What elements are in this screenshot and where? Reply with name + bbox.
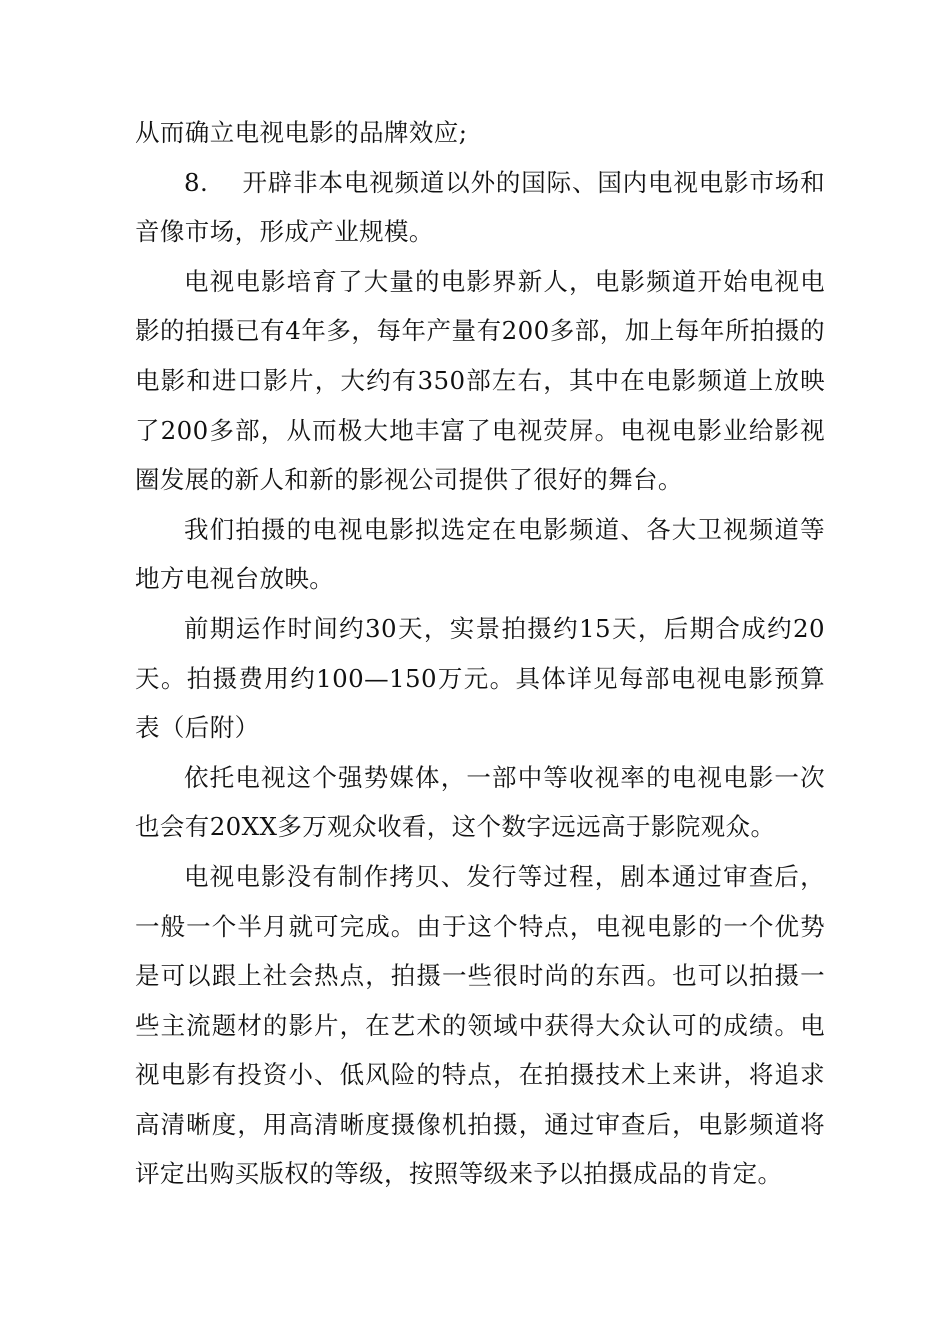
paragraph-broadcast-channels: 我们拍摄的电视电影拟选定在电影频道、各大卫视频道等地方电视台放映。 xyxy=(135,514,825,594)
paragraph-brand-effect: 从而确立电视电影的品牌效应; xyxy=(135,118,468,147)
list-item-8 xyxy=(135,158,825,257)
document-page xyxy=(135,108,825,1199)
paragraph-schedule-budget: 前期运作时间约30天，实景拍摄约15天，后期合成约20天。拍摄费用约100—150万元。具体详见每部电视电影预算表（后附） xyxy=(135,613,825,743)
paragraph-advantages: 电视电影没有制作拷贝、发行等过程，剧本通过审查后，一般一个半月就可完成。由于这个特点，电视电影的一个优势是可以跟上社会热点，拍摄一些很时尚的东西。也可以拍摄一些主流题材的影片，在艺术的领域中获得大众认可的成绩。电视电影有投资小、低风险的特点，在拍摄技术上来讲，将追求高清晰度，用高清晰度摄像机拍摄，通过审查后，电影频道将评定出购买版权的等级，按照等级来予以拍摄成品的肯定。 xyxy=(135,861,825,1189)
list-item-number: 8. xyxy=(184,167,209,197)
paragraph-audience: 依托电视这个强势媒体，一部中等收视率的电视电影一次也会有20XX多万观众收看，这个数字远远高于影院观众。 xyxy=(135,762,825,842)
list-item-text: 开辟非本电视频道以外的国际、国内电视电影市场和音像市场，形成产业规模。 xyxy=(135,167,825,247)
paragraph-new-talent: 电视电影培育了大量的电影界新人，电影频道开始电视电影的拍摄已有4年多，每年产量有200多部，加上每年所拍摄的电影和进口影片，大约有350部左右，其中在电影频道上放映了200多部，从而极大地丰富了电视荧屏。电视电影业给影视圈发展的新人和新的影视公司提供了很好的舞台。 xyxy=(135,266,825,495)
